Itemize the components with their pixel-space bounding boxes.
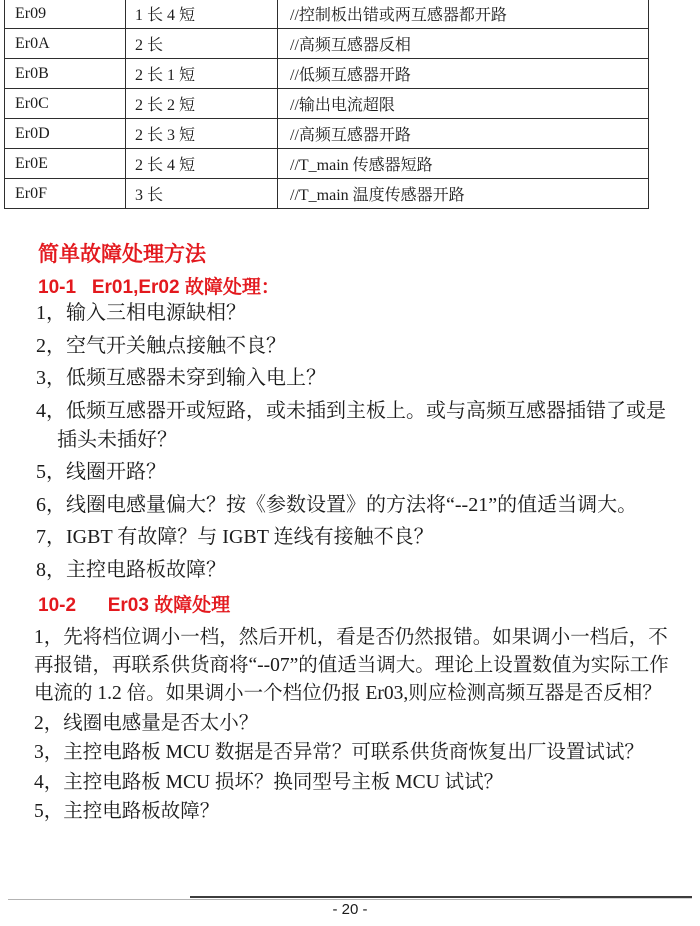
beep-pattern-cell: 2 长 1 短	[126, 59, 278, 89]
fault-list-item: 7，IGBT 有故障？与 IGBT 连线有接触不良？	[36, 526, 434, 548]
error-table-row	[5, 119, 649, 149]
error-description-cell: //T_main 传感器短路	[278, 149, 649, 179]
fault-list-item: 6，线圈电感量偏大？按《参数设置》的方法将“--21”的值适当调大。	[36, 493, 638, 516]
error-description-cell: //高频互感器反相	[278, 29, 649, 59]
error-code-cell: Er09	[5, 0, 126, 29]
beep-pattern-cell: 3 长	[126, 179, 278, 209]
section-title: 简单故障处理方法	[38, 243, 206, 266]
subsection-10-2-heading: 10-2 Er03 故障处理	[38, 595, 231, 616]
beep-pattern-cell: 2 长 3 短	[126, 119, 278, 149]
error-code-cell: Er0E	[5, 149, 126, 179]
fault-list-item: 8，主控电路板故障？	[36, 558, 226, 581]
error-table-row	[5, 89, 649, 119]
fault-list-item: 4，主控电路板 MCU 损坏？换同型号主板 MCU 试试？	[34, 771, 504, 793]
error-description-cell: //输出电流超限	[278, 89, 649, 119]
footer-divider-light-line	[8, 899, 560, 900]
fault-list-item: 1，输入三相电源缺相？	[36, 302, 246, 324]
error-description-cell: //低频互感器开路	[278, 59, 649, 89]
beep-pattern-cell: 2 长 4 短	[126, 149, 278, 179]
beep-pattern-cell: 1 长 4 短	[126, 0, 278, 29]
error-code-cell: Er0D	[5, 119, 126, 149]
error-table-row	[5, 29, 649, 59]
error-table-body	[5, 0, 649, 209]
fault-list-item: 2，空气开关触点接触不良？	[36, 334, 286, 357]
page-number: - 20 -	[332, 901, 368, 918]
fault-list-item: 4，低频互感器开或短路，或未插到主板上。或与高频互感器插错了或是插头未插好？	[36, 399, 666, 451]
error-table-row	[5, 0, 649, 29]
beep-pattern-cell: 2 长 2 短	[126, 89, 278, 119]
fault-list-item: 5，线圈开路？	[36, 461, 166, 483]
beep-pattern-cell: 2 长	[126, 29, 278, 59]
footer-divider-faint-line	[560, 898, 692, 899]
error-table-row	[5, 59, 649, 89]
error-description-cell: //T_main 温度传感器开路	[278, 179, 649, 209]
error-table-row	[5, 149, 649, 179]
error-code-cell: Er0B	[5, 59, 126, 89]
fault-list-item: 3，主控电路板 MCU 数据是否异常？可联系供货商恢复出厂设置试试？	[34, 742, 644, 763]
error-description-cell: //控制板出错或两互感器都开路	[278, 0, 649, 29]
fault-list-item: 1，先将档位调小一档，然后开机，看是否仍然报错。如果调小一档后，不再报错，再联系供货商将“--07”的值适当调大。理论上设置数值为实际工作电流的 1.2 倍。如果调小一个档位仍报 Er03,则应检测高频互器是否反相？	[34, 627, 669, 704]
fault-list-item: 3，低频互感器未穿到输入电上？	[36, 367, 326, 389]
fault-list-10-2	[34, 624, 674, 828]
error-table-row	[5, 179, 649, 209]
error-code-cell: Er0F	[5, 179, 126, 209]
fault-list-item: 2，线圈电感量是否太小？	[34, 712, 259, 734]
fault-list-item: 5，主控电路板故障？	[34, 801, 220, 822]
fault-list-10-1	[36, 299, 672, 588]
error-code-table	[4, 0, 649, 209]
subsection-10-1-heading: 10-1 Er01,Er02 故障处理：	[38, 277, 280, 298]
error-description-cell: //高频互感器开路	[278, 119, 649, 149]
error-code-cell: Er0A	[5, 29, 126, 59]
error-code-cell: Er0C	[5, 89, 126, 119]
